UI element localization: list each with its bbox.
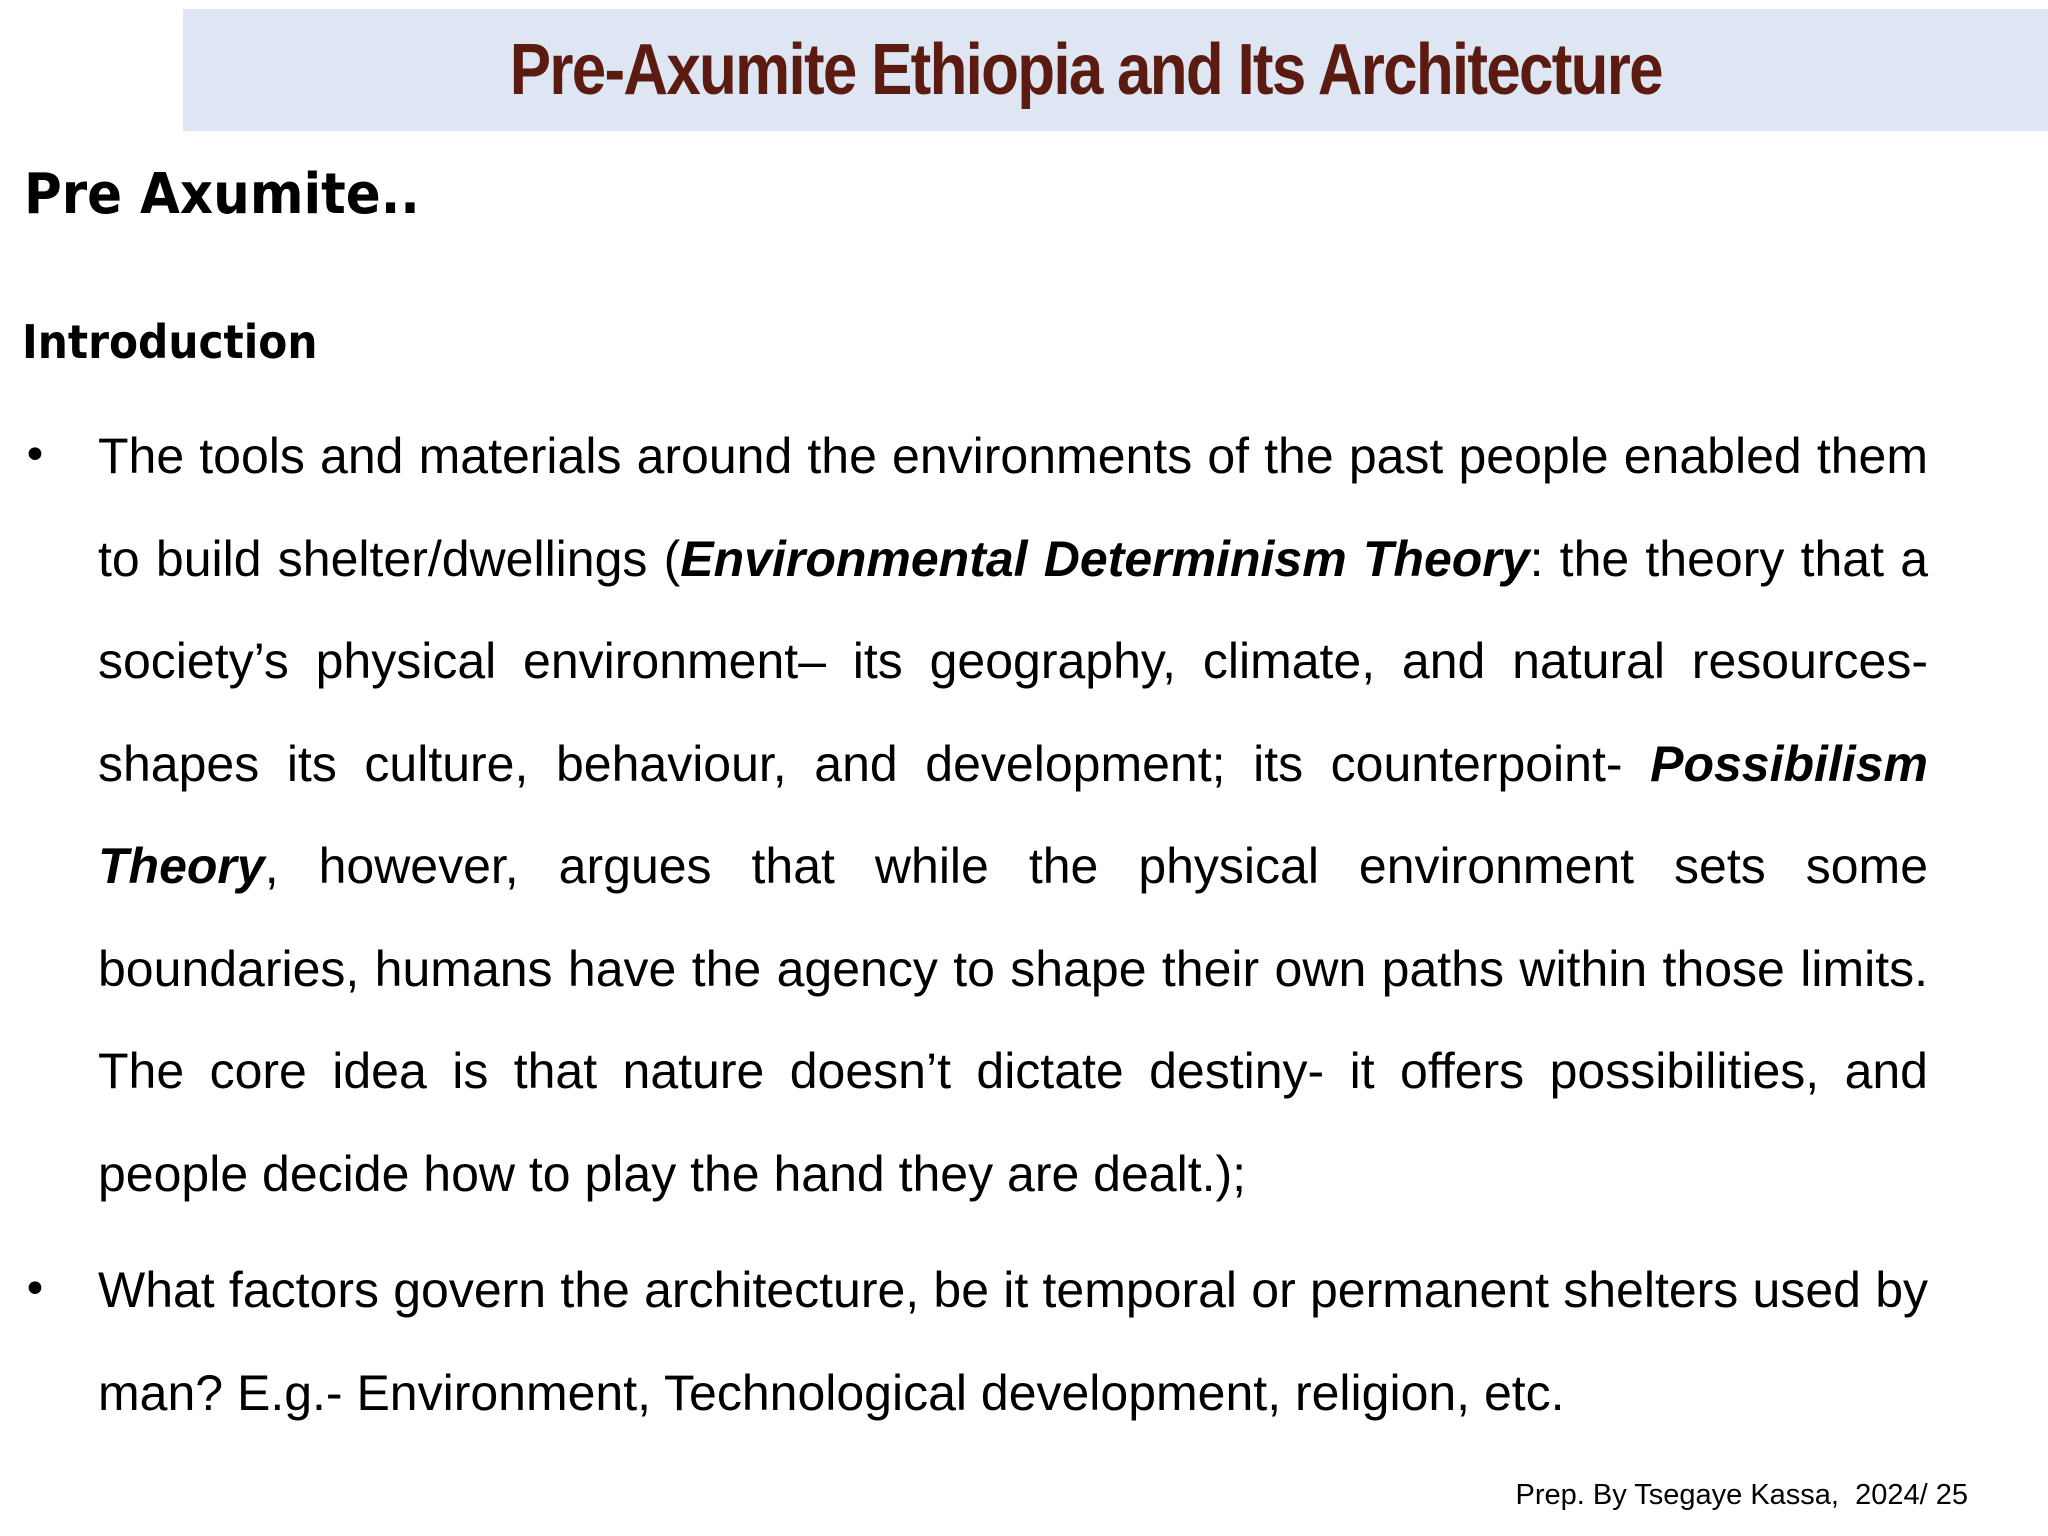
footer-credit: Prep. By Tsegaye Kassa, 2024/ 25	[1515, 1479, 1968, 1511]
bullet-text-part: : the theory that a society’s physical environment– its geography, climate, and natural resources- shapes its culture, behaviour, and development; its counterpoint-	[98, 530, 1929, 792]
bullet-item	[0, 405, 1928, 1225]
bullet-marker: •	[22, 1264, 48, 1315]
title-band	[183, 9, 2048, 131]
bullet-list	[0, 405, 2048, 1444]
slide-subtitle: Pre Axumite..	[24, 162, 420, 227]
bullet-text	[98, 405, 1928, 1225]
possibilism-term: Possibilism Theory	[98, 735, 1928, 894]
bullet-text-part: The tools and materials around the environments of the past people enabled them to build shelter/dwellings (	[98, 428, 1928, 587]
bullet-marker: •	[22, 430, 48, 481]
bullet-item	[0, 1239, 1928, 1444]
slide-title: Pre-Axumite Ethiopia and Its Architecture	[509, 30, 1662, 110]
section-heading: Introduction	[22, 315, 318, 369]
bullet-text-part: , however, argues that while the physical environment sets some boundaries, humans have the agency to shape their own paths within those limits. The core idea is that nature doesn’t dictate destiny- it offers possibilities, and people decide how to play the hand they are dealt.);	[98, 838, 1928, 1202]
environmental-determinism-term: Environmental Determinism Theory	[680, 530, 1530, 587]
bullet-text: What factors govern the architecture, be it temporal or permanent shelters used by man? E.g.- Environment, Technological development, religion, etc.	[98, 1262, 1928, 1421]
